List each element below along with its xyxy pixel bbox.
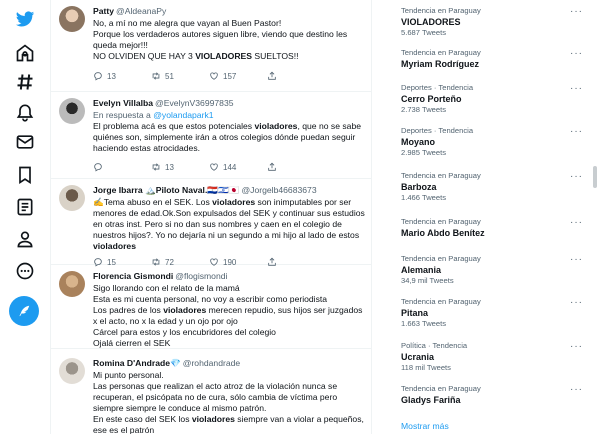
trend-category: Deportes · Tendencia xyxy=(401,83,474,92)
retweet-button[interactable] xyxy=(151,71,209,82)
tweet-text-segment: Porque los verdaderos autores siguen libre, viendo que destino les queda mejor!!! xyxy=(93,29,348,50)
trend-count: 2.985 Tweets xyxy=(401,148,447,157)
tweet-text-segment: Esta es mi cuenta personal, no voy a escribir como periodista xyxy=(93,294,328,304)
tweet-keyword: violadores xyxy=(163,305,207,315)
trend-item[interactable] xyxy=(401,171,587,203)
compose-icon xyxy=(17,304,31,318)
more-options-icon[interactable]: ··· xyxy=(570,171,583,182)
home-icon[interactable] xyxy=(10,38,40,68)
avatar[interactable] xyxy=(59,185,85,211)
trend-item[interactable] xyxy=(401,126,587,158)
trend-name: Pitana xyxy=(401,308,429,318)
reply-button[interactable] xyxy=(93,162,151,172)
retweet-button[interactable] xyxy=(151,162,209,173)
tweet-keyword: violadores xyxy=(93,241,136,251)
heart-icon xyxy=(209,71,219,81)
share-button[interactable] xyxy=(267,71,277,81)
tweet-text-segment: , que no se sabe quiénes son, simplemente irán a otros colegios dónde puedan seguir haciendo estas atrocidades. xyxy=(93,121,362,153)
trend-category: Tendencia en Paraguay xyxy=(401,384,481,393)
more-options-icon[interactable]: ··· xyxy=(570,217,583,228)
trend-name: Myriam Rodríguez xyxy=(401,59,480,69)
tweet-text-line xyxy=(93,51,365,62)
like-count: 144 xyxy=(223,162,237,172)
tweet-text-segment: Mi punto personal. xyxy=(93,370,164,380)
like-button[interactable] xyxy=(209,71,267,82)
more-options-icon[interactable]: ··· xyxy=(570,254,583,265)
trend-category: Tendencia en Paraguay xyxy=(401,297,481,306)
trend-name: Moyano xyxy=(401,137,436,147)
trend-item[interactable] xyxy=(401,83,587,115)
tweet-author-name[interactable]: Jorge Ibarra 🏔️Piloto Naval.🇵🇾🇮🇱🇯🇵 xyxy=(93,185,240,195)
retweet-icon xyxy=(151,162,161,172)
trend-name: Cerro Porteño xyxy=(401,94,462,104)
trend-category: Tendencia en Paraguay xyxy=(401,6,481,15)
trend-category: Política · Tendencia xyxy=(401,341,468,350)
explore-icon[interactable] xyxy=(10,67,40,97)
tweet-text-segment: No, a mí no me alegra que vayan al Buen Pastor! xyxy=(93,18,282,28)
heart-icon xyxy=(209,162,219,172)
tweet-text-segment: Cárcel para estos y los encubridores del colegio xyxy=(93,327,276,337)
trend-item[interactable] xyxy=(401,297,587,329)
trend-count: 1.663 Tweets xyxy=(401,319,447,328)
tweet-keyword: violadores xyxy=(212,197,256,207)
avatar[interactable] xyxy=(59,98,85,124)
trend-item[interactable] xyxy=(401,341,587,373)
tweet-text-line xyxy=(93,327,365,338)
tweet-author-name[interactable]: Romina D'Andrade💎 xyxy=(93,358,181,368)
trend-item[interactable] xyxy=(401,254,587,286)
like-count: 157 xyxy=(223,71,237,81)
more-options-icon[interactable]: ··· xyxy=(570,48,583,59)
more-options-icon[interactable]: ··· xyxy=(570,384,583,395)
tweet-text-line xyxy=(93,197,365,252)
reply-icon xyxy=(93,162,103,172)
trend-category: Tendencia en Paraguay xyxy=(401,48,481,57)
more-icon[interactable] xyxy=(10,256,40,286)
trend-count: 2.738 Tweets xyxy=(401,105,447,114)
trend-category: Tendencia en Paraguay xyxy=(401,217,481,226)
tweet[interactable] xyxy=(51,92,372,179)
tweet-author-name[interactable]: Patty xyxy=(93,6,115,16)
tweet-text-segment: son inimputables por ser menores de edad.Ok.Son expulsados del SEK y continuar sus estudios en otras inst. Pero si no dan sus nombres y caen en el colegio de nuestros hijos?. Yo no dejaría ni un segundo a mi hijo al lado de estos xyxy=(93,197,365,240)
trend-count: 5.687 Tweets xyxy=(401,28,447,37)
reply-button[interactable] xyxy=(93,71,151,82)
trend-name: Alemania xyxy=(401,265,442,275)
reply-count: 13 xyxy=(107,71,116,81)
tweet-text-segment: Ojalá cierren el SEK xyxy=(93,338,171,348)
retweet-count: 13 xyxy=(165,162,174,172)
tweet-text xyxy=(93,370,365,434)
tweet-actions xyxy=(93,157,365,177)
messages-icon[interactable] xyxy=(10,127,40,157)
tweet-text-segment: ✍️Tema abuso en el SEK. Los xyxy=(93,197,213,207)
tweet-text-segment: merecen repudio, sus hijos ser juzgados x el acto, no x la edad y un ojo por ojo xyxy=(93,305,363,326)
reply-mention-link[interactable]: @yolandapark1 xyxy=(153,110,214,120)
more-options-icon[interactable]: ··· xyxy=(570,83,583,94)
tweet-author-handle[interactable]: @rohdandrade xyxy=(182,358,241,368)
tweet[interactable] xyxy=(51,179,372,265)
scrollbar[interactable] xyxy=(593,166,597,188)
tweet-text-line xyxy=(93,121,365,154)
tweet-text-line xyxy=(93,18,365,29)
more-options-icon[interactable]: ··· xyxy=(570,341,583,352)
tweet[interactable] xyxy=(51,0,372,92)
retweet-count: 51 xyxy=(165,71,174,81)
tweet-text-line xyxy=(93,381,365,414)
avatar[interactable] xyxy=(59,358,85,384)
tweet-text-line xyxy=(93,283,365,294)
like-count: 190 xyxy=(223,257,237,267)
tweet-author-handle[interactable]: @flogismondi xyxy=(175,271,228,281)
share-icon xyxy=(267,162,277,172)
tweet-author-name[interactable]: Florencia Gismondi xyxy=(93,271,174,281)
reply-icon xyxy=(93,71,103,81)
tweet-text-line xyxy=(93,414,365,434)
left-nav xyxy=(0,0,50,434)
tweet-text-line xyxy=(93,338,365,349)
lists-icon[interactable] xyxy=(10,192,40,222)
reply-count: 15 xyxy=(107,257,116,267)
notifications-icon[interactable] xyxy=(10,97,40,127)
tweet-text-segment: En este caso del SEK los xyxy=(93,414,192,424)
trend-name: VIOLADORES xyxy=(401,17,461,27)
share-icon xyxy=(267,71,277,81)
tweet-text-segment: NO OLVIDEN QUE HAY 3 xyxy=(93,51,196,61)
trend-name: Ucrania xyxy=(401,352,435,362)
timeline xyxy=(50,0,372,434)
tweet-text-line xyxy=(93,294,365,305)
trend-category: Tendencia en Paraguay xyxy=(401,171,481,180)
tweet-actions xyxy=(93,66,365,86)
trend-name: Mario Abdo Benítez xyxy=(401,228,485,238)
retweet-icon xyxy=(151,71,161,81)
bookmarks-icon[interactable] xyxy=(10,160,40,190)
show-more-link[interactable]: Mostrar más xyxy=(401,421,449,431)
more-options-icon[interactable]: ··· xyxy=(570,126,583,137)
tweet-keyword: violadores xyxy=(191,414,235,424)
trend-name: Gladys Fariña xyxy=(401,395,461,405)
tweet-text xyxy=(93,197,365,252)
tweet-text-segment: Los padres de los xyxy=(93,305,164,315)
avatar[interactable] xyxy=(59,271,85,297)
tweet-text-segment: siempre van a violar a pequeños, ese es el patrón xyxy=(93,414,364,434)
trend-category: Deportes · Tendencia xyxy=(401,126,474,135)
tweet-author-name[interactable]: Evelyn Villalba xyxy=(93,98,154,108)
trend-item[interactable] xyxy=(401,6,587,38)
trend-item[interactable] xyxy=(401,217,587,239)
trend-item[interactable] xyxy=(401,384,587,406)
tweet-text-line xyxy=(93,29,365,51)
tweet-author-handle[interactable]: @Jorgelb46683673 xyxy=(241,185,317,195)
tweet-text xyxy=(93,18,365,62)
tweet-author-handle[interactable]: @EvelynV36997835 xyxy=(155,98,234,108)
avatar[interactable] xyxy=(59,6,85,32)
twitter-logo-icon[interactable] xyxy=(10,4,40,34)
tweet-text-segment: Las personas que realizan el acto atroz de la violación nunca se recuperan, el psicópata no de cura, sólo cambia de víctima pero siempre siempre le conduce al mismo patrón. xyxy=(93,381,338,413)
trend-count: 34,9 mil Tweets xyxy=(401,276,454,285)
tweet[interactable] xyxy=(51,265,372,349)
reply-context xyxy=(93,110,365,121)
compose-tweet-button[interactable] xyxy=(9,296,39,326)
trend-category: Tendencia en Paraguay xyxy=(401,254,481,263)
tweet-keyword: VIOLADORES xyxy=(195,51,253,61)
tweet[interactable] xyxy=(51,352,372,434)
trend-item[interactable] xyxy=(401,48,587,70)
tweet-text-line xyxy=(93,305,365,327)
tweet-author-handle[interactable]: @AldeanaPy xyxy=(116,6,167,16)
tweet-text-line xyxy=(93,370,365,381)
tweet-text xyxy=(93,121,365,154)
tweet-keyword: violadores xyxy=(254,121,298,131)
tweet-text xyxy=(93,283,365,349)
like-button[interactable] xyxy=(209,162,267,173)
reply-prefix: En respuesta a xyxy=(93,110,151,120)
tweet-text-segment: Sigo llorando con el relato de la mamá xyxy=(93,283,240,293)
trend-count: 118 mil Tweets xyxy=(401,363,451,372)
tweet-text-segment: El problema acá es que estos potenciales xyxy=(93,121,255,131)
retweet-count: 72 xyxy=(165,257,174,267)
profile-icon[interactable] xyxy=(10,224,40,254)
trends-panel xyxy=(373,0,600,434)
share-button[interactable] xyxy=(267,162,277,172)
more-options-icon[interactable]: ··· xyxy=(570,297,583,308)
tweet-text-segment: SUELTOS!! xyxy=(252,51,299,61)
more-options-icon[interactable]: ··· xyxy=(570,6,583,17)
trend-count: 1.466 Tweets xyxy=(401,193,447,202)
trend-name: Barboza xyxy=(401,182,437,192)
